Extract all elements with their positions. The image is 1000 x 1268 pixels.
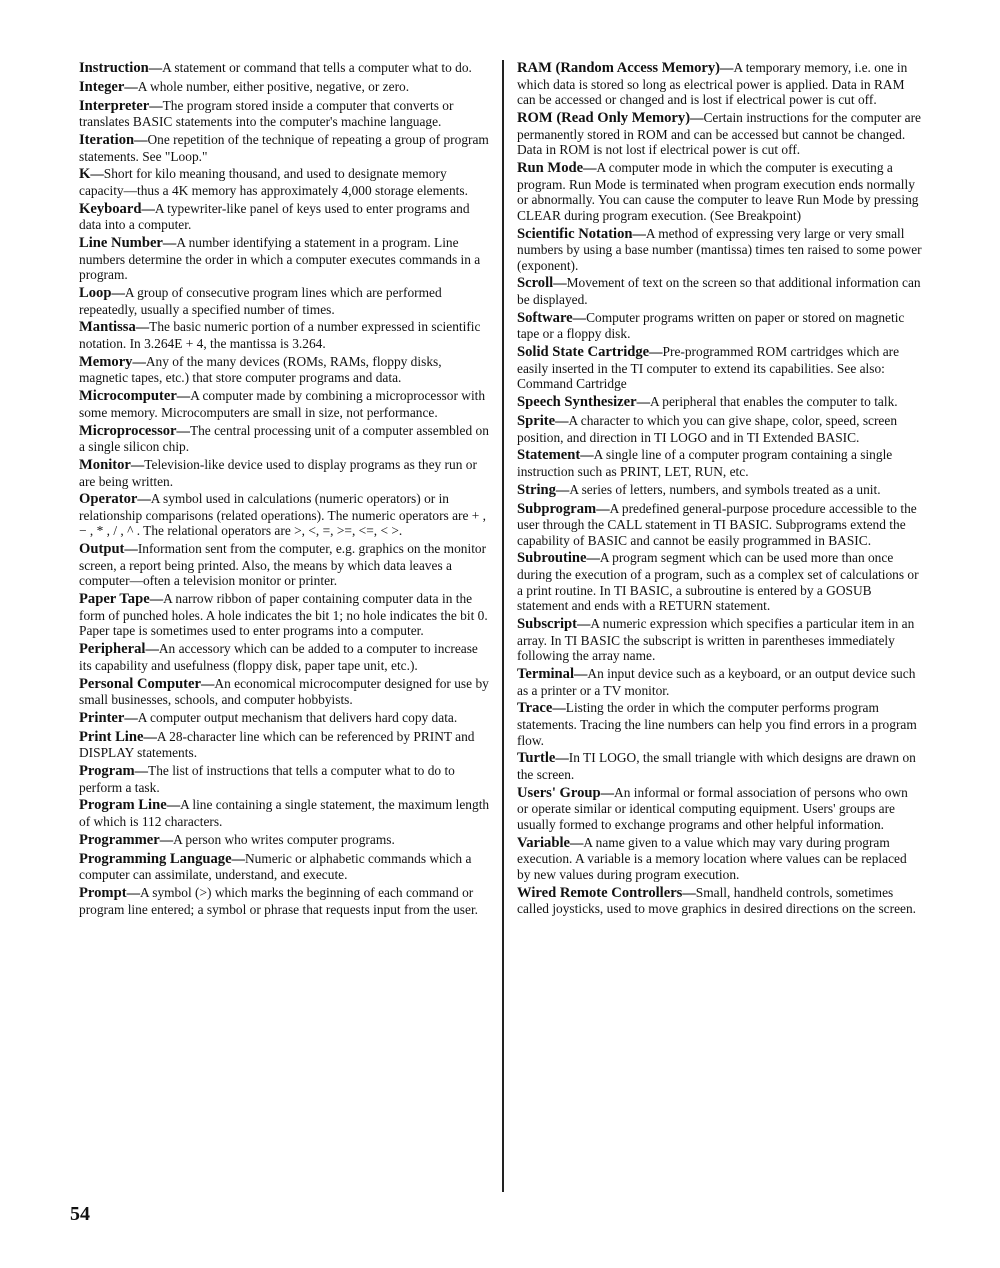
glossary-term: Memory (79, 353, 133, 370)
glossary-entry (517, 482, 922, 499)
glossary-definition: A symbol (>) which marks the beginning of each command or program line entered; a symbol or phrase that requests input from the user. (79, 885, 479, 917)
glossary-definition: An informal or formal association of persons who own or operate similar or identical computing equipment. Users' groups are usually formed to exchange programs and other helpful information. (517, 784, 908, 832)
glossary-definition: A whole number, either positive, negative, or zero. (137, 78, 410, 94)
glossary-definition: A group of consecutive program lines which are performed repeatedly, usually a specified number of times. (79, 285, 442, 317)
em-dash: — (130, 456, 145, 472)
em-dash: — (124, 78, 138, 94)
glossary-term: Speech Synthesizer (517, 394, 637, 411)
em-dash: — (580, 447, 594, 463)
glossary-entry (79, 354, 491, 386)
em-dash: — (90, 166, 104, 182)
glossary-definition: An input device such as a keyboard, or an output device such as a printer or a TV monitor. (517, 666, 916, 698)
glossary-entry (517, 60, 922, 108)
glossary-entry (517, 310, 922, 342)
glossary-definition: One repetition of the technique of repeating a group of program statements. See "Loop." (79, 131, 489, 164)
glossary-term: Interpreter (79, 97, 150, 114)
em-dash: — (574, 666, 588, 681)
glossary-definition: Certain instructions for the computer are permanently stored in ROM and can be accessed but cannot be changed. Data in ROM is not lost if electrical power is cut off. (517, 109, 921, 158)
glossary-definition: Pre-programmed ROM cartridges which are easily inserted in the TI computer to extend its capabilities. See also: Command Cartridge (517, 344, 900, 392)
glossary-term: Personal Computer (79, 675, 202, 692)
em-dash: — (555, 750, 569, 766)
glossary-term: Prompt (79, 885, 127, 901)
glossary-entry (517, 413, 922, 445)
glossary-term: Software (517, 309, 573, 326)
glossary-term: Subroutine (517, 550, 587, 567)
glossary-entry (517, 394, 922, 411)
glossary-definition: The basic numeric portion of a number expressed in scientific notation. In 3.264E + 4, the mantissa is 3.264. (79, 319, 481, 351)
glossary-entry (79, 710, 491, 727)
glossary-entry (79, 763, 491, 795)
glossary-term: Print Line (79, 728, 144, 745)
em-dash: — (583, 159, 597, 175)
glossary-definition: A computer mode in which the computer is executing a program. Run Mode is terminated when program execution ends normally or abnormally. You can cause the computer to leave Run Mode by pressing CLEAR during program execution. (See Breakpoint) (517, 159, 919, 223)
em-dash: — (143, 728, 157, 744)
glossary-term: Trace (517, 700, 553, 717)
glossary-entry (79, 235, 491, 283)
glossary-entry (517, 501, 922, 549)
em-dash: — (586, 550, 600, 566)
glossary-term: Operator (79, 491, 138, 508)
glossary-definition: A peripheral that enables the computer to talk. (649, 394, 898, 410)
glossary-term: Subprogram (517, 500, 597, 517)
glossary-entry (79, 885, 491, 917)
glossary-term: String (517, 481, 556, 498)
em-dash: — (137, 491, 151, 507)
glossary-term: Iteration (79, 131, 135, 148)
glossary-entry (517, 160, 922, 223)
glossary-term: Output (79, 541, 125, 558)
glossary-definition: An accessory which can be added to a computer to increase its capability and usefulness (floppy disk, paper tape unit, etc.). (79, 641, 478, 673)
em-dash: — (682, 884, 696, 900)
em-dash: — (636, 394, 650, 410)
glossary-definition: Movement of text on the screen so that additional information can be displayed. (517, 275, 921, 308)
em-dash: — (577, 616, 591, 632)
em-dash: — (159, 831, 174, 847)
glossary-definition: Listing the order in which the computer performs program statements. Tracing the line numbers can help you find errors in a program flow. (517, 700, 917, 748)
glossary-term: Instruction (79, 60, 149, 76)
glossary-definition: A statement or command that tells a computer what to do. (162, 60, 472, 75)
glossary-entry (79, 285, 491, 317)
glossary-definition: Television-like device used to display programs as they run or are being written. (79, 456, 477, 489)
em-dash: — (166, 797, 181, 813)
glossary-entry (79, 98, 491, 130)
glossary-definition: A program segment which can be used more than once during the execution of a program, such as a complex set of calculations or a print routine. In TI BASIC, a subroutine is entered by a GOSUB statement and ends with a RETURN statement. (517, 550, 919, 614)
glossary-term: Keyboard (79, 200, 142, 217)
em-dash: — (649, 344, 663, 360)
em-dash: — (600, 784, 615, 800)
glossary-entry (79, 166, 491, 198)
glossary-entry (79, 60, 491, 77)
em-dash: — (555, 412, 569, 428)
glossary-entry (517, 550, 922, 613)
glossary-entry (79, 851, 491, 883)
glossary-term: Solid State Cartridge (517, 344, 650, 361)
glossary-term: Microcomputer (79, 388, 177, 405)
glossary-definition: A method of expressing very large or very small numbers by using a base number (mantissa) times ten raised to some power (exponent). (517, 225, 922, 273)
glossary-entry (517, 275, 922, 307)
em-dash: — (201, 675, 215, 691)
glossary-term: Users' Group (517, 784, 601, 801)
glossary-term: Loop (79, 285, 112, 302)
glossary-term: Program (79, 763, 135, 780)
em-dash: — (132, 353, 146, 369)
glossary-entry (79, 676, 491, 708)
em-dash: — (135, 319, 150, 335)
glossary-definition: A numeric expression which specifies a particular item in an array. In TI BASIC the subscript is written in parentheses immediately following the array name. (517, 616, 915, 664)
glossary-entry (79, 388, 491, 420)
glossary-term: Programmer (79, 831, 160, 848)
em-dash: — (149, 591, 164, 607)
right-column (517, 60, 922, 919)
glossary-definition: An economical microcomputer designed for use by small businesses, schools, and computer hobbyists. (79, 675, 489, 708)
em-dash: — (162, 235, 177, 251)
em-dash: — (231, 850, 245, 866)
glossary-entry (517, 447, 922, 479)
glossary-definition: In TI LOGO, the small triangle with which designs are drawn on the screen. (517, 750, 916, 782)
em-dash: — (572, 309, 587, 325)
glossary-term: Line Number (79, 235, 163, 252)
glossary-definition: A line containing a single statement, the maximum length of which is 112 characters. (79, 797, 490, 830)
glossary-entry (517, 700, 922, 748)
glossary-definition: Small, handheld controls, sometimes called joysticks, used to move graphics in desired directions on the screen. (517, 884, 917, 917)
column-divider (502, 60, 504, 1192)
glossary-definition: A name given to a value which may vary during program execution. A variable is a memory location where values can be replaced by new values during program execution. (517, 834, 907, 882)
em-dash: — (720, 60, 734, 75)
glossary-definition: A person who writes computer programs. (173, 831, 395, 847)
em-dash: — (126, 885, 140, 900)
glossary-definition: A computer made by combining a microprocessor with some memory. Microcomputers are small in size, not performance. (79, 388, 486, 420)
em-dash: — (134, 131, 148, 147)
glossary-term: Sprite (517, 412, 556, 429)
glossary-term: Paper Tape (79, 591, 150, 608)
em-dash: — (552, 700, 566, 716)
glossary-definition: A 28-character line which can be referenced by PRINT and DISPLAY statements. (79, 728, 475, 761)
glossary-term: Wired Remote Controllers (517, 884, 683, 901)
glossary-entry (79, 591, 491, 639)
glossary-definition: The list of instructions that tells a computer what to do to perform a task. (79, 763, 455, 795)
glossary-entry (79, 132, 491, 164)
glossary-definition: A narrow ribbon of paper containing computer data in the form of punched holes. A hole indicates the bit 1; no hole indicates the bit 0. Paper tape is sometimes used to enter programs into a computer. (79, 591, 488, 639)
glossary-term: Peripheral (79, 641, 146, 658)
em-dash: — (176, 388, 191, 404)
glossary-entry (517, 226, 922, 274)
glossary-entry (79, 201, 491, 233)
em-dash: — (124, 541, 138, 557)
page-number: 54 (70, 1203, 90, 1225)
glossary-term: Printer (79, 709, 125, 726)
glossary-definition: Short for kilo meaning thousand, and used to designate memory capacity—thus a 4K memory has approximately 4,000 storage elements. (79, 166, 468, 198)
glossary-term: Microprocessor (79, 422, 177, 439)
glossary-entry (79, 729, 491, 761)
em-dash: — (569, 834, 584, 850)
glossary-definition: A typewriter-like panel of keys used to enter programs and data into a computer. (79, 200, 470, 233)
em-dash: — (555, 481, 570, 497)
em-dash: — (632, 225, 646, 241)
glossary-entry (79, 319, 491, 351)
glossary-term: Program Line (79, 797, 167, 814)
glossary-entry (79, 641, 491, 673)
glossary-definition: Computer programs written on paper or stored on magnetic tape or a floppy disk. (517, 309, 905, 342)
glossary-entry (517, 110, 922, 158)
em-dash: — (145, 641, 159, 657)
glossary-entry (79, 457, 491, 489)
glossary-definition: Information sent from the computer, e.g. graphics on the monitor screen, a report being printed. Also, the means by which data leaves a computer—often a television monitor or printer. (79, 541, 487, 589)
glossary-term: ROM (Read Only Memory) (517, 109, 691, 126)
glossary-term: Scientific Notation (517, 225, 633, 242)
glossary-definition: Numeric or alphabetic commands which a computer can assimilate, understand, and execute. (79, 850, 472, 883)
glossary-entry (517, 616, 922, 664)
em-dash: — (148, 60, 163, 75)
glossary-entry (79, 797, 491, 829)
em-dash: — (141, 200, 155, 216)
glossary-term: RAM (Random Access Memory) (517, 60, 721, 76)
glossary-term: Monitor (79, 456, 131, 473)
glossary-term: Programming Language (79, 850, 232, 867)
em-dash: — (124, 709, 138, 725)
glossary-entry (517, 750, 922, 782)
glossary-entry (517, 885, 922, 917)
glossary-term: Subscript (517, 616, 578, 633)
glossary-entry (79, 491, 491, 539)
glossary-definition: A symbol used in calculations (numeric operators) or in relationship comparisons (related operations). The numeric operators are + , − , * , / , ^ . The relational operators are >, <, =, >=, <=, < >. (79, 491, 487, 539)
glossary-term: Turtle (517, 750, 556, 767)
glossary-entry (79, 423, 491, 455)
glossary-term: Terminal (517, 666, 575, 682)
glossary-entry (517, 344, 922, 392)
em-dash: — (596, 500, 610, 516)
glossary-term: Run Mode (517, 159, 584, 176)
glossary-definition: A predefined general-purpose procedure accessible to the user through the CALL statement in TI BASIC. Subprograms extend the capability of BASIC and cannot be easily programmed in BASIC. (517, 500, 917, 548)
glossary-term: Scroll (517, 275, 554, 292)
glossary-definition: A series of letters, numbers, and symbols treated as a unit. (569, 481, 881, 497)
em-dash: — (553, 275, 567, 291)
glossary-entry (79, 79, 491, 96)
glossary-entry (517, 835, 922, 883)
glossary-term: Statement (517, 447, 581, 464)
glossary-entry (517, 666, 922, 698)
glossary-entry (79, 832, 491, 849)
em-dash: — (134, 763, 149, 779)
glossary-definition: A number identifying a statement in a program. Line numbers determine the order in which a computer executes commands in a program. (79, 235, 481, 283)
glossary-definition: A computer output mechanism that delivers hard copy data. (137, 709, 458, 725)
em-dash: — (111, 285, 125, 301)
glossary-definition: The program stored inside a computer that converts or translates BASIC statements into the computer's machine language. (79, 97, 454, 130)
em-dash: — (690, 109, 704, 125)
glossary-term: Variable (517, 834, 570, 851)
glossary-definition: A temporary memory, i.e. one in which data is stored so long as electrical power is applied. Data in RAM can be accessed or changed and is lost if electrical power is cut off. (517, 60, 908, 108)
em-dash: — (149, 97, 163, 113)
left-column (79, 60, 491, 919)
glossary-entry (79, 541, 491, 589)
glossary-definition: The central processing unit of a computer assembled on a single silicon chip. (79, 422, 489, 455)
glossary-term: Mantissa (79, 319, 136, 336)
glossary-term: K (79, 166, 91, 183)
glossary-definition: Any of the many devices (ROMs, RAMs, floppy disks, magnetic tapes, etc.) that store computer programs and data. (79, 353, 442, 386)
glossary-entry (517, 785, 922, 833)
glossary-term: Integer (79, 78, 125, 95)
glossary-definition: A character to which you can give shape, color, speed, screen position, and direction in TI LOGO and in TI Extended BASIC. (517, 412, 898, 445)
glossary-definition: A single line of a computer program containing a single instruction such as PRINT, LET, RUN, etc. (517, 447, 893, 479)
em-dash: — (176, 422, 190, 438)
